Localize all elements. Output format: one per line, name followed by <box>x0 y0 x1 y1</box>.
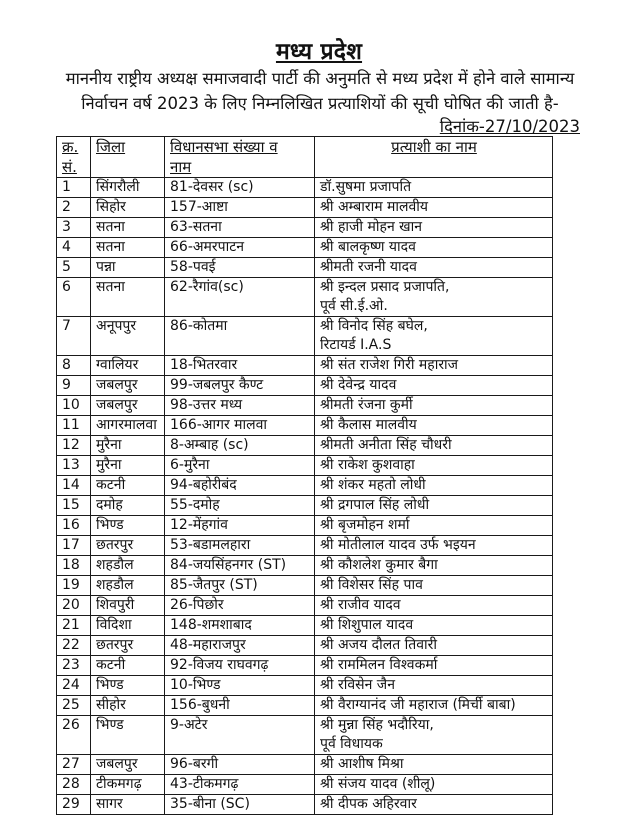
date-line: दिनांक-27/10/2023 <box>439 117 580 136</box>
cell-candidate: श्री कैलास मालवीय <box>315 416 553 436</box>
cell-constituency: 166-आगर मालवा <box>165 416 315 436</box>
cell-candidate: श्री अम्बाराम मालवीय <box>315 198 553 218</box>
cell-sno: 26 <box>57 716 91 755</box>
cell-constituency: 92-विजय राघवगढ़ <box>165 656 315 676</box>
cell-sno: 22 <box>57 636 91 656</box>
cell-candidate: श्री शंकर महतो लोधी <box>315 476 553 496</box>
header-constituency: विधानसभा संख्या व नाम <box>165 137 315 178</box>
table-body <box>57 178 553 815</box>
cell-constituency: 96-बरगी <box>165 755 315 775</box>
table-row <box>57 416 553 436</box>
table-row <box>57 516 553 536</box>
cell-district: शिवपुरी <box>91 596 165 616</box>
cell-district: विदिशा <box>91 616 165 636</box>
table-row <box>57 456 553 476</box>
cell-district: जबलपुर <box>91 396 165 416</box>
cell-district: ग्वालियर <box>91 356 165 376</box>
table-row <box>57 238 553 258</box>
table-row <box>57 696 553 716</box>
page-title: मध्य प्रदेश <box>275 39 363 65</box>
cell-constituency: 58-पवई <box>165 258 315 278</box>
cell-sno: 6 <box>57 278 91 317</box>
cell-candidate: डॉ.सुषमा प्रजापति <box>315 178 553 198</box>
cell-candidate: श्री बृजमोहन शर्मा <box>315 516 553 536</box>
table-row <box>57 476 553 496</box>
cell-candidate: श्री मुन्ना सिंह भदौरिया, पूर्व विधायक <box>315 716 553 755</box>
cell-candidate: श्री बालकृष्ण यादव <box>315 238 553 258</box>
table-row <box>57 716 553 755</box>
cell-candidate: श्री संजय यादव (शीलू) <box>315 775 553 795</box>
cell-candidate: श्रीमती रजनी यादव <box>315 258 553 278</box>
cell-constituency: 18-भितरवार <box>165 356 315 376</box>
table-row <box>57 317 553 356</box>
cell-candidate: श्री संत राजेश गिरी महाराज <box>315 356 553 376</box>
cell-candidate: श्रीमती अनीता सिंह चौधरी <box>315 436 553 456</box>
cell-sno: 10 <box>57 396 91 416</box>
cell-district: सागर <box>91 795 165 815</box>
table-row <box>57 198 553 218</box>
table-row <box>57 278 553 317</box>
cell-sno: 1 <box>57 178 91 198</box>
cell-constituency: 84-जयसिंहनगर (ST) <box>165 556 315 576</box>
cell-sno: 15 <box>57 496 91 516</box>
table-row <box>57 496 553 516</box>
cell-district: शहडौल <box>91 576 165 596</box>
cell-district: आगरमालवा <box>91 416 165 436</box>
cell-candidate: श्री आशीष मिश्रा <box>315 755 553 775</box>
cell-sno: 29 <box>57 795 91 815</box>
table-row <box>57 656 553 676</box>
cell-constituency: 9-अटेर <box>165 716 315 755</box>
cell-sno: 9 <box>57 376 91 396</box>
table-row <box>57 755 553 775</box>
cell-candidate: श्री दीपक अहिरवार <box>315 795 553 815</box>
cell-candidate: श्री राकेश कुशवाहा <box>315 456 553 476</box>
table-row <box>57 556 553 576</box>
table-row <box>57 576 553 596</box>
table-row <box>57 536 553 556</box>
header-sno: क्र. सं. <box>57 137 91 178</box>
cell-district: छतरपुर <box>91 636 165 656</box>
table-row <box>57 616 553 636</box>
cell-district: टीकमगढ़ <box>91 775 165 795</box>
cell-sno: 7 <box>57 317 91 356</box>
cell-district: सिंगरौली <box>91 178 165 198</box>
header-candidate: प्रत्याशी का नाम <box>315 137 553 178</box>
cell-constituency: 43-टीकमगढ़ <box>165 775 315 795</box>
cell-constituency: 148-शमशाबाद <box>165 616 315 636</box>
cell-district: जबलपुर <box>91 376 165 396</box>
table-row <box>57 218 553 238</box>
cell-district: भिण्ड <box>91 676 165 696</box>
cell-constituency: 63-सतना <box>165 218 315 238</box>
cell-constituency: 26-पिछोर <box>165 596 315 616</box>
cell-candidate: श्री द्रगपाल सिंह लोधी <box>315 496 553 516</box>
cell-candidate: श्रीमती रंजना कुर्मी <box>315 396 553 416</box>
cell-sno: 5 <box>57 258 91 278</box>
table-header-row <box>57 137 553 178</box>
cell-district: सीहोर <box>91 696 165 716</box>
cell-constituency: 6-मुरैना <box>165 456 315 476</box>
cell-district: मुरैना <box>91 456 165 476</box>
cell-sno: 8 <box>57 356 91 376</box>
cell-constituency: 10-भिण्ड <box>165 676 315 696</box>
cell-constituency: 55-दमोह <box>165 496 315 516</box>
candidate-table <box>56 136 553 815</box>
cell-sno: 27 <box>57 755 91 775</box>
intro-line-2: निर्वाचन वर्ष 2023 के लिए निम्नलिखित प्रत्याशियों की सूची घोषित की जाती है- <box>81 94 559 113</box>
cell-district: कटनी <box>91 476 165 496</box>
cell-sno: 12 <box>57 436 91 456</box>
cell-sno: 21 <box>57 616 91 636</box>
cell-sno: 23 <box>57 656 91 676</box>
cell-sno: 11 <box>57 416 91 436</box>
cell-constituency: 35-बीना (SC) <box>165 795 315 815</box>
cell-constituency: 157-आष्टा <box>165 198 315 218</box>
cell-candidate: श्री शिशुपाल यादव <box>315 616 553 636</box>
cell-district: शहडौल <box>91 556 165 576</box>
cell-candidate: श्री कौशलेश कुमार बैगा <box>315 556 553 576</box>
header-district: जिला <box>91 137 165 178</box>
cell-sno: 3 <box>57 218 91 238</box>
table-row <box>57 356 553 376</box>
cell-district: छतरपुर <box>91 536 165 556</box>
cell-candidate: श्री रविसेन जैन <box>315 676 553 696</box>
cell-district: कटनी <box>91 656 165 676</box>
table-row <box>57 396 553 416</box>
table-row <box>57 795 553 815</box>
table-row <box>57 178 553 198</box>
cell-candidate: श्री अजय दौलत तिवारी <box>315 636 553 656</box>
cell-district: भिण्ड <box>91 516 165 536</box>
cell-district: भिण्ड <box>91 716 165 755</box>
cell-candidate: श्री राजीव यादव <box>315 596 553 616</box>
cell-candidate: श्री वैराग्यानंद जी महाराज (मिर्ची बाबा) <box>315 696 553 716</box>
table-row <box>57 636 553 656</box>
cell-candidate: श्री विनोद सिंह बघेल, रिटायर्ड I.A.S <box>315 317 553 356</box>
table-row <box>57 376 553 396</box>
cell-district: दमोह <box>91 496 165 516</box>
cell-constituency: 62-रैगांव(sc) <box>165 278 315 317</box>
cell-sno: 14 <box>57 476 91 496</box>
cell-sno: 13 <box>57 456 91 476</box>
cell-candidate: श्री विशेसर सिंह पाव <box>315 576 553 596</box>
cell-district: सिहोर <box>91 198 165 218</box>
cell-sno: 24 <box>57 676 91 696</box>
cell-constituency: 66-अमरपाटन <box>165 238 315 258</box>
cell-candidate: श्री राममिलन विश्वकर्मा <box>315 656 553 676</box>
cell-candidate: श्री हाजी मोहन खान <box>315 218 553 238</box>
cell-sno: 28 <box>57 775 91 795</box>
intro-line-1: माननीय राष्ट्रीय अध्यक्ष समाजवादी पार्टी की अनुमति से मध्य प्रदेश में होने वाले सामान्य <box>65 69 575 88</box>
cell-sno: 17 <box>57 536 91 556</box>
cell-constituency: 94-बहोरीबंद <box>165 476 315 496</box>
table-row <box>57 436 553 456</box>
cell-constituency: 81-देवसर (sc) <box>165 178 315 198</box>
cell-constituency: 99-जबलपुर कैण्ट <box>165 376 315 396</box>
cell-constituency: 98-उत्तर मध्य <box>165 396 315 416</box>
cell-sno: 16 <box>57 516 91 536</box>
cell-constituency: 86-कोतमा <box>165 317 315 356</box>
cell-district: सतना <box>91 238 165 258</box>
cell-candidate: श्री इन्दल प्रसाद प्रजापति, पूर्व सी.ई.ओ. <box>315 278 553 317</box>
cell-district: सतना <box>91 218 165 238</box>
table-row <box>57 258 553 278</box>
cell-candidate: श्री मोतीलाल यादव उर्फ भइयन <box>315 536 553 556</box>
cell-candidate: श्री देवेन्द्र यादव <box>315 376 553 396</box>
cell-district: अनूपपुर <box>91 317 165 356</box>
cell-constituency: 12-मेंहगांव <box>165 516 315 536</box>
cell-constituency: 53-बडामलहारा <box>165 536 315 556</box>
cell-sno: 2 <box>57 198 91 218</box>
cell-district: मुरैना <box>91 436 165 456</box>
cell-sno: 25 <box>57 696 91 716</box>
cell-constituency: 8-अम्बाह (sc) <box>165 436 315 456</box>
table-row <box>57 676 553 696</box>
cell-sno: 18 <box>57 556 91 576</box>
cell-district: पन्ना <box>91 258 165 278</box>
cell-district: सतना <box>91 278 165 317</box>
cell-sno: 19 <box>57 576 91 596</box>
table-row <box>57 775 553 795</box>
table-row <box>57 596 553 616</box>
cell-district: जबलपुर <box>91 755 165 775</box>
cell-constituency: 48-महाराजपुर <box>165 636 315 656</box>
cell-sno: 4 <box>57 238 91 258</box>
cell-constituency: 156-बुधनी <box>165 696 315 716</box>
cell-sno: 20 <box>57 596 91 616</box>
cell-constituency: 85-जैतपुर (ST) <box>165 576 315 596</box>
